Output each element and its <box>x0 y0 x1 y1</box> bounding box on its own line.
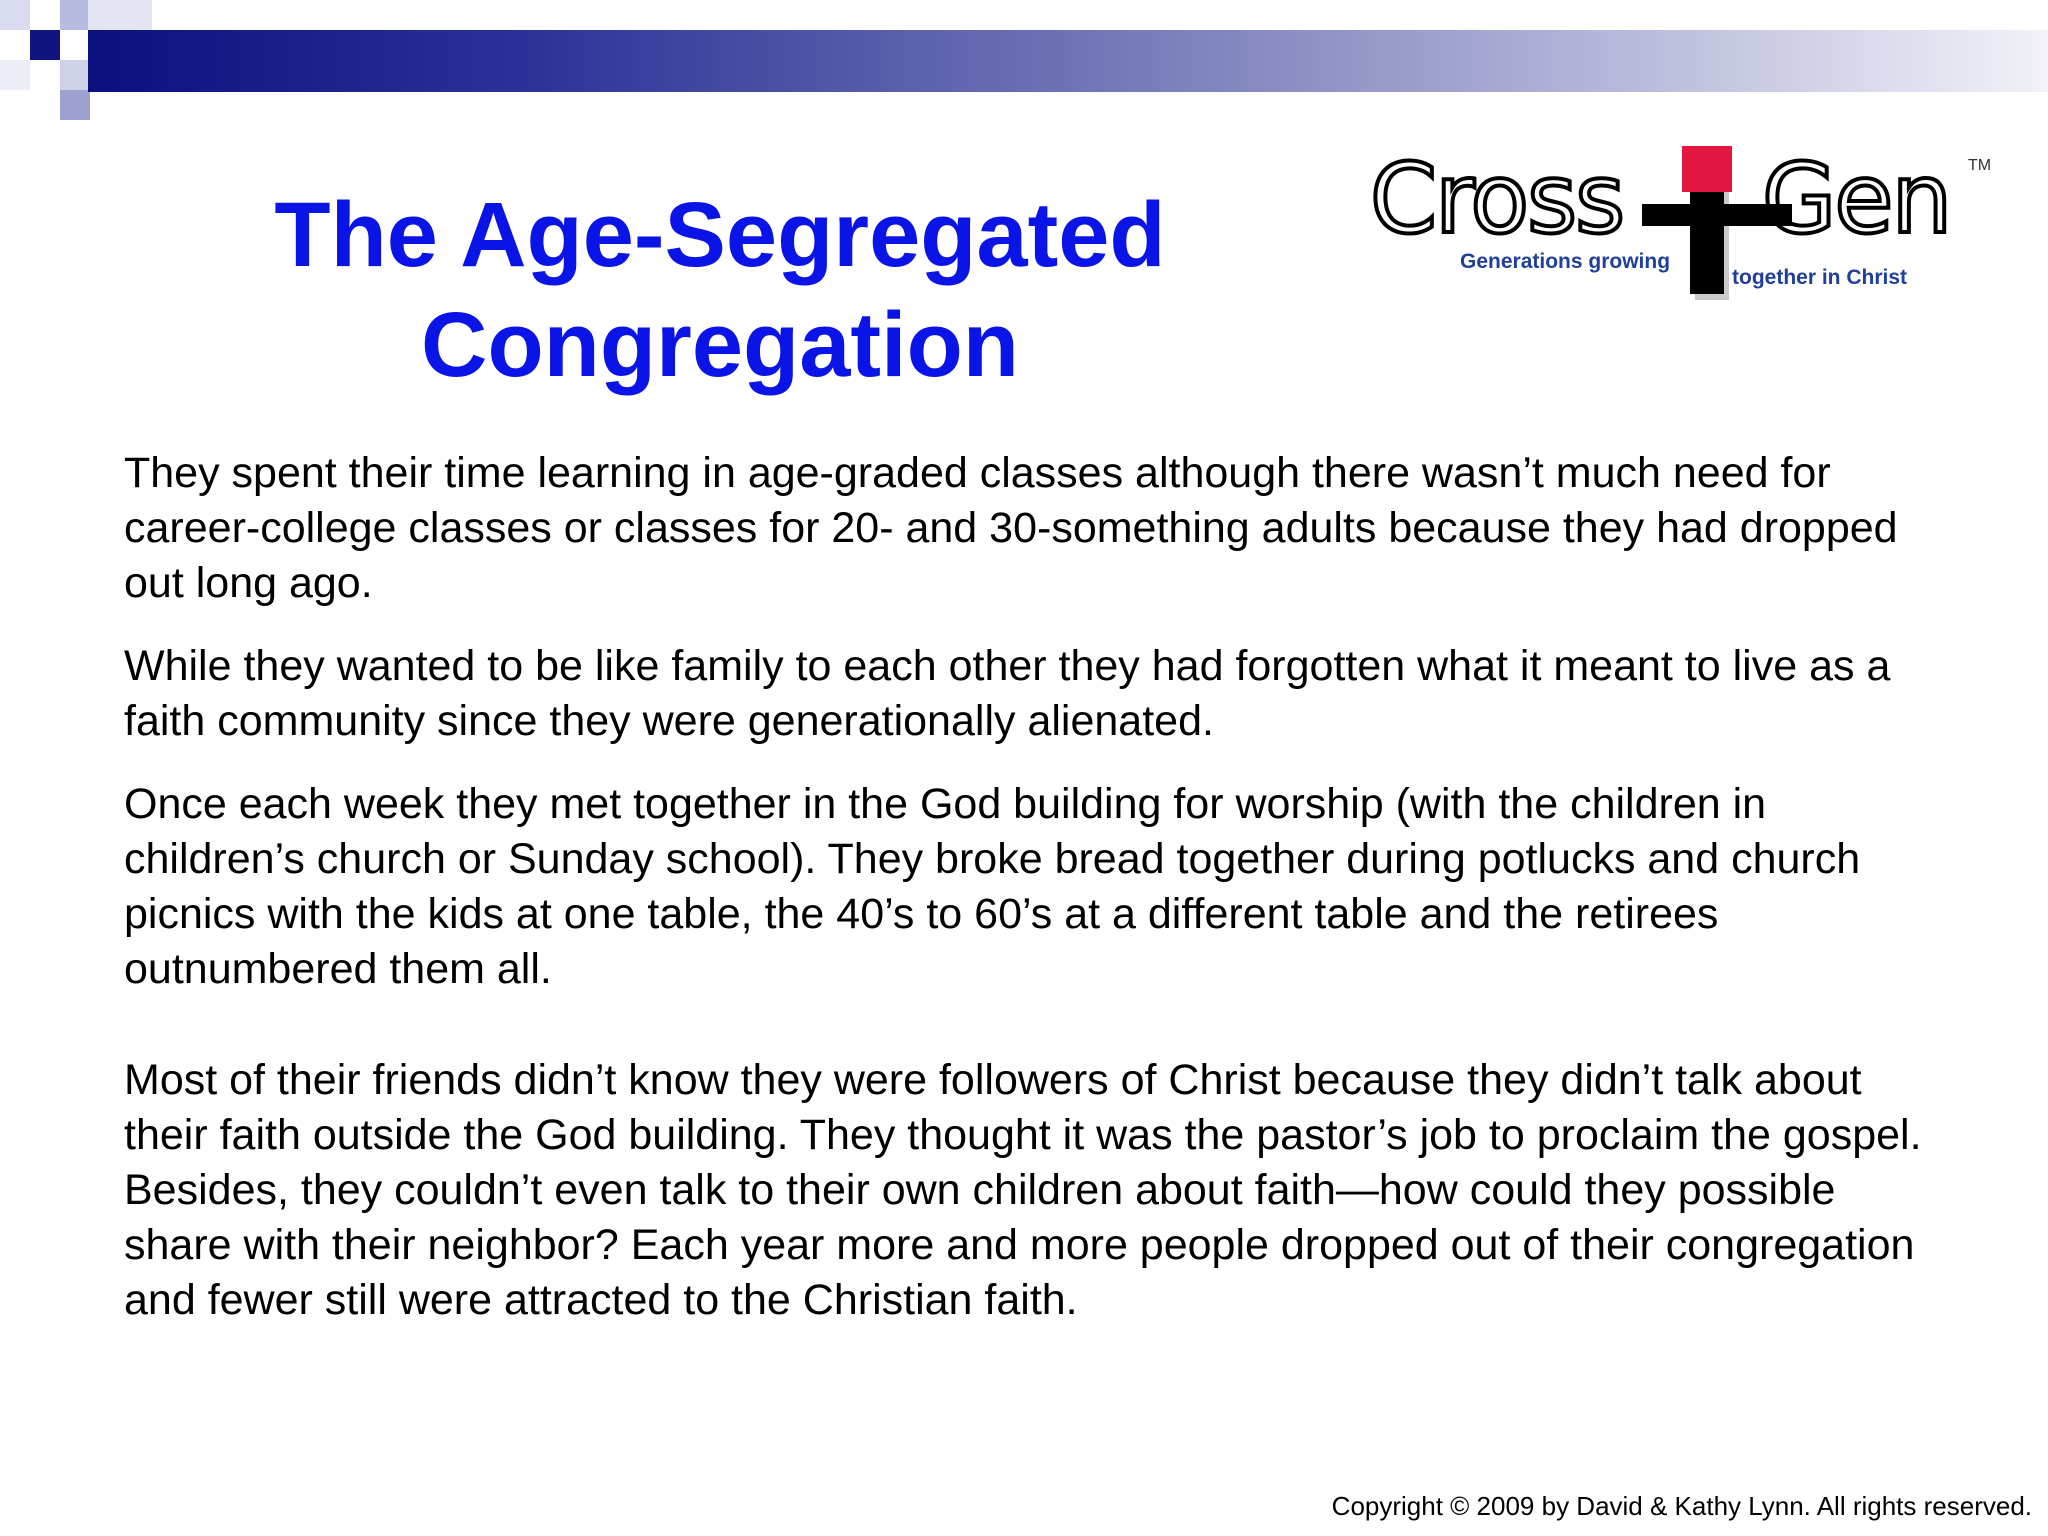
crossgen-logo <box>1360 140 2000 300</box>
cross-red-accent <box>1682 146 1732 192</box>
body-paragraph: They spent their time learning in age-graded classes although there wasn’t much need for career-college classes or classes for 20- and 30-something adults because they had dropped out long ago. <box>124 449 1898 607</box>
decor-square <box>60 60 90 90</box>
copyright-notice: Copyright © 2009 by David & Kathy Lynn. All rights reserved. <box>1331 1491 2032 1521</box>
logo-trademark: TM <box>1968 157 1992 174</box>
body-paragraph: Most of their friends didn’t know they were followers of Christ because they didn’t talk about their faith outside the God building. They thought it was the pastor’s job to proclaim the gospel. Besides, they couldn’t even talk to their own children about faith—how could they possible share with their neighbor? Each year more and more people dropped out of their congregation and fewer still were attracted to the Christian faith. <box>124 1056 1922 1324</box>
decor-square <box>60 90 90 120</box>
decor-square <box>88 0 152 30</box>
decor-square <box>60 0 90 30</box>
decor-square <box>0 0 30 30</box>
logo-tagline-left: Generations growing <box>1460 250 1671 273</box>
decor-square <box>30 30 60 60</box>
header-gradient-band <box>88 30 2048 92</box>
slide-title <box>240 180 1200 400</box>
logo-tagline-right: together in Christ <box>1732 266 1908 289</box>
body-paragraph: Once each week they met together in the God building for worship (with the children in children’s church or Sunday school). They broke bread together during potlucks and church picnics with the kids at one table, the 40’s to 60’s at a different table and the retirees outnumbered them all. <box>124 780 1861 993</box>
slide-body <box>124 446 1954 1356</box>
logo-word-right: Gen <box>1762 143 1951 255</box>
title-line-2: Congregation <box>421 294 1019 396</box>
title-line-1: The Age-Segregated <box>274 184 1166 286</box>
decor-square <box>0 60 30 90</box>
body-paragraph: While they wanted to be like family to each other they had forgotten what it meant to live as a faith community since they were generationally alienated. <box>124 642 1891 745</box>
logo-word-left: Cross <box>1370 143 1624 255</box>
